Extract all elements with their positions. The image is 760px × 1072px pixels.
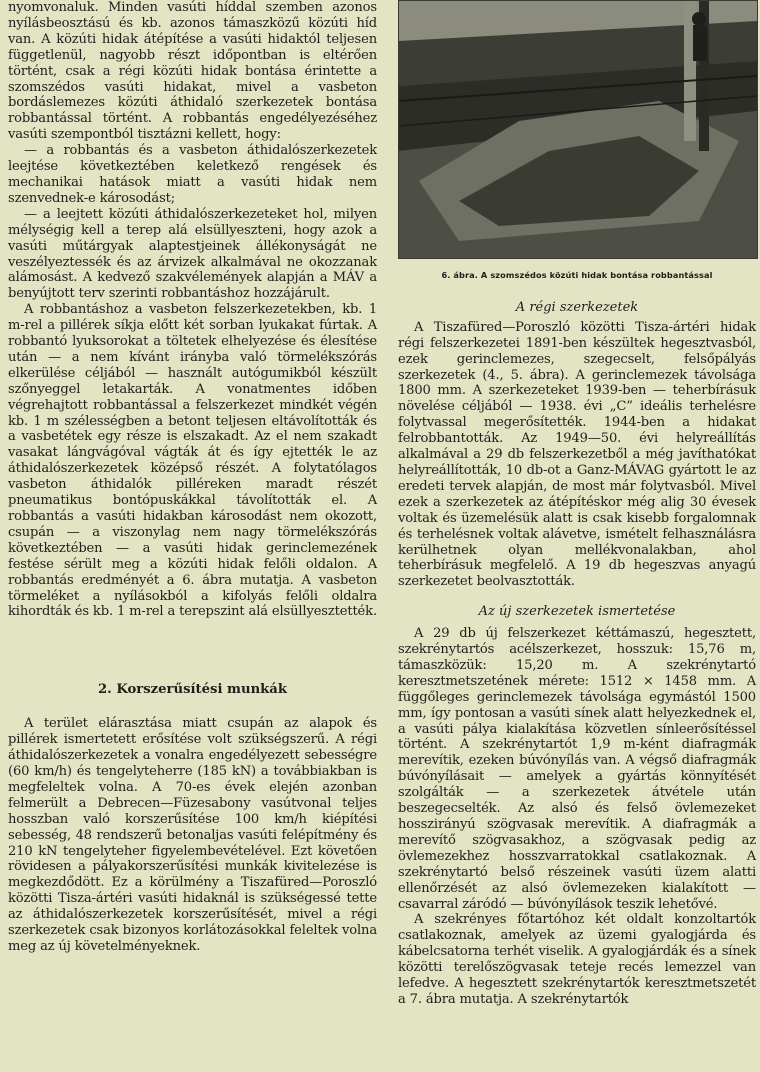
paragraph: nyomvonaluk. Minden vasúti híddal szemben azonos nyílásbeosztású és kb. azonos támaszközű közúti híd van. A közúti hidak átépítése a vasúti hidaktól teljesen függetlenül, nagyobb részt időpontban is eltérően történt, csak a régi közúti hidak bontása érintette a szomszédos vasúti hidakat, mivel a vasbeton bordáslemezes közúti áthidaló szerkezetek bontása robbantással történt. A robbantás engedélyezéséhez vasúti szempontból tisztázni kellett, hogy:: [8, 0, 377, 143]
paragraph: — a robbantás és a vasbeton áthidalószerkezetek leejtése következtében keletkező rengések és mechanikai hatások miatt a vasúti hidak nem szenvednek-e károsodást;: [8, 143, 377, 206]
left-column: [8, 0, 377, 955]
paragraph: — a leejtett közúti áthidalószerkezeteket hol, milyen mélységig kell a terep alá elsüllyeszteni, hogy azok a vasúti műtárgyak alaptestjeinek állékonyságát ne veszélyeztessék és az árvizek alkalmával ne okozzanak alámosást. A kedvező szakvélemények alapján a MÁV a benyújtott terv szerinti robbantáshoz hozzájárult.: [8, 206, 377, 302]
paragraph: A robbantáshoz a vasbeton felszerkezetekben, kb. 1 m-rel a pillérek síkja előtt két sorban lyukakat fúrtak. A robbantó lyuksorokat a töltetek elhelyezése és élesítése után — a nem kívánt irányba való törmelékszórás elkerülése céljából — használt autógumikból készült szőnyeggel letakarták. A vonatmentes időben végrehajtott robbantással a felszerkezet mindkét végén kb. 1 m szélességben a betont teljesen eltávolították és a vasbetétek egy része is elszakadt. Az el nem szakadt vasakat lángvágóval vágták át és így ejtették le az áthidalószerkezetek középső részét. A folytatólagos vasbeton áthidalók pilléreken maradt részét pneumatikus bontópuskákkal távolították el. A robbantás a vasúti hidakban károsodást nem okozott, csupán — a viszonylag nem nagy törmelékszórás következtében — a vasúti hidak gerinclemezének festése sérült meg a közúti hidak felőli oldalon. A robbantás eredményét a 6. ábra mutatja. A vasbeton törmeléket a nyílásokból a kifolyás felőli oldalra kihordták és kb. 1 m-rel a terepszint alá elsüllyesztették.: [8, 302, 377, 620]
figure-caption: 6. ábra. A szomszédos közúti hidak bontása robbantással: [441, 270, 713, 280]
section-heading: 2. Korszerűsítési munkák: [97, 682, 287, 698]
paragraph: A 29 db új felszerkezet kéttámaszú, hegesztett, szekrénytartós acélszerkezet, hosszuk: 15,76 m, támaszközük: 15,20 m. A szekrénytartó keresztmetszetének mérete: 1512 × 1458 mm. A függőleges gerinclemezek távolsága egymástól 1500 mm, így pontosan a vasúti sínek alatt helyezkednek el, a vasúti pálya kialakítása közvetlen sínleerősítéssel történt. A szekrénytartót 1,9 m-ként diafragmák merevítik, ezeken búvónyílás van. A végső diafragmák búvónyílásait — amelyek a gyártás könnyítését szolgálták — a szerkezetek átvétele után beszegecselték. Az alsó és felső övlemezeket hosszirányú szögvasak merevítik. A diafragmák a merevítő szögvasakhoz, a szögvasak pedig az övlemezekhez hosszvarratokkal csatlakoznak. A szekrénytartó belső részeinek vasúti üzem alatti ellenőrzését az alsó övlemezeken kialakított — csavarral záródó — búvónyílások teszik lehetővé.: [398, 626, 756, 912]
paragraph: A szekrényes főtartóhoz két oldalt konzoltartók csatlakoznak, amelyek az üzemi gyalogjárda és kábelcsatorna terhét viselik. A gyalogjárdák és a sínek közötti terelőszögvasak teteje recés lemezzel van lefedve. A hegesztett szekrénytartók keresztmetszetét a 7. ábra mutatja. A szekrénytartók: [398, 912, 756, 1007]
paragraph: A terület elárasztása miatt csupán az alapok és pillérek ismertetett erősítése volt szükségszerű. A régi áthidalószerkezetek a vonalra engedélyezett sebességre (60 km/h) és tengelyteherre (185 kN) a továbbiakban is megfeleltek volna. A 70-es évek elején azonban felmerült a Debrecen—Füzesabony vasútvonal teljes hosszban való korszerűsítése 100 km/h kiépítési sebesség, 48 rendszerű betonaljas vasúti felépítmény és 210 kN tengelyteher figyelembevételével. Ezt követően rövidesen a pályakorszerűsítési munkák kivitelezése is megkezdődött. Ez a körülmény a Tiszafüred—Poroszló közötti Tisza-ártéri vasúti hidaknál is szükségessé tette az áthidalószerkezetek korszerűsítését, mivel a régi szerkezetek csak bizonyos korlátozásokkal feleltek volna meg az új követelményeknek.: [8, 716, 377, 954]
subsection-heading: Az új szerkezetek ismertetése: [478, 604, 676, 620]
demolition-photo-icon: [398, 0, 758, 259]
right-column: [398, 0, 756, 1008]
paragraph: A Tiszafüred—Poroszló közötti Tisza-ártéri hidak régi felszerkezetei 1891-ben készültek hegesztvasból, ezek gerinclemezes, szegecselt, felsőpályás szerkezetek (4., 5. ábra). A gerinclemezek távolsága 1800 mm. A szerkezeteket 1939-ben — teherbírásuk növelése céljából — 1938. évi „C” ideális terhelésre folytvassal megerősítették. 1944-ben a hidakat felrobbantották. Az 1949—50. évi helyreállítás alkalmával a 29 db felszerkezetből a még javíthatókat helyreállították, 10 db-ot a Ganz-MÁVAG gyártott le az eredeti tervek alapján, de most már folytvasból. Mivel ezek a szerkezetek az átépítéskor még alig 30 évesek voltak és üzemelésük alatt is csak kisebb forgalomnak és terhelésnek voltak alávetve, ismételt felhasználásra kerülhetnek olyan mellékvonalakban, ahol teherbírásuk megfelelő. A 19 db hegeszvas anyagú szerkezetet beolvasztották.: [398, 319, 756, 590]
subsection-heading: A régi szerkezetek: [515, 299, 639, 315]
